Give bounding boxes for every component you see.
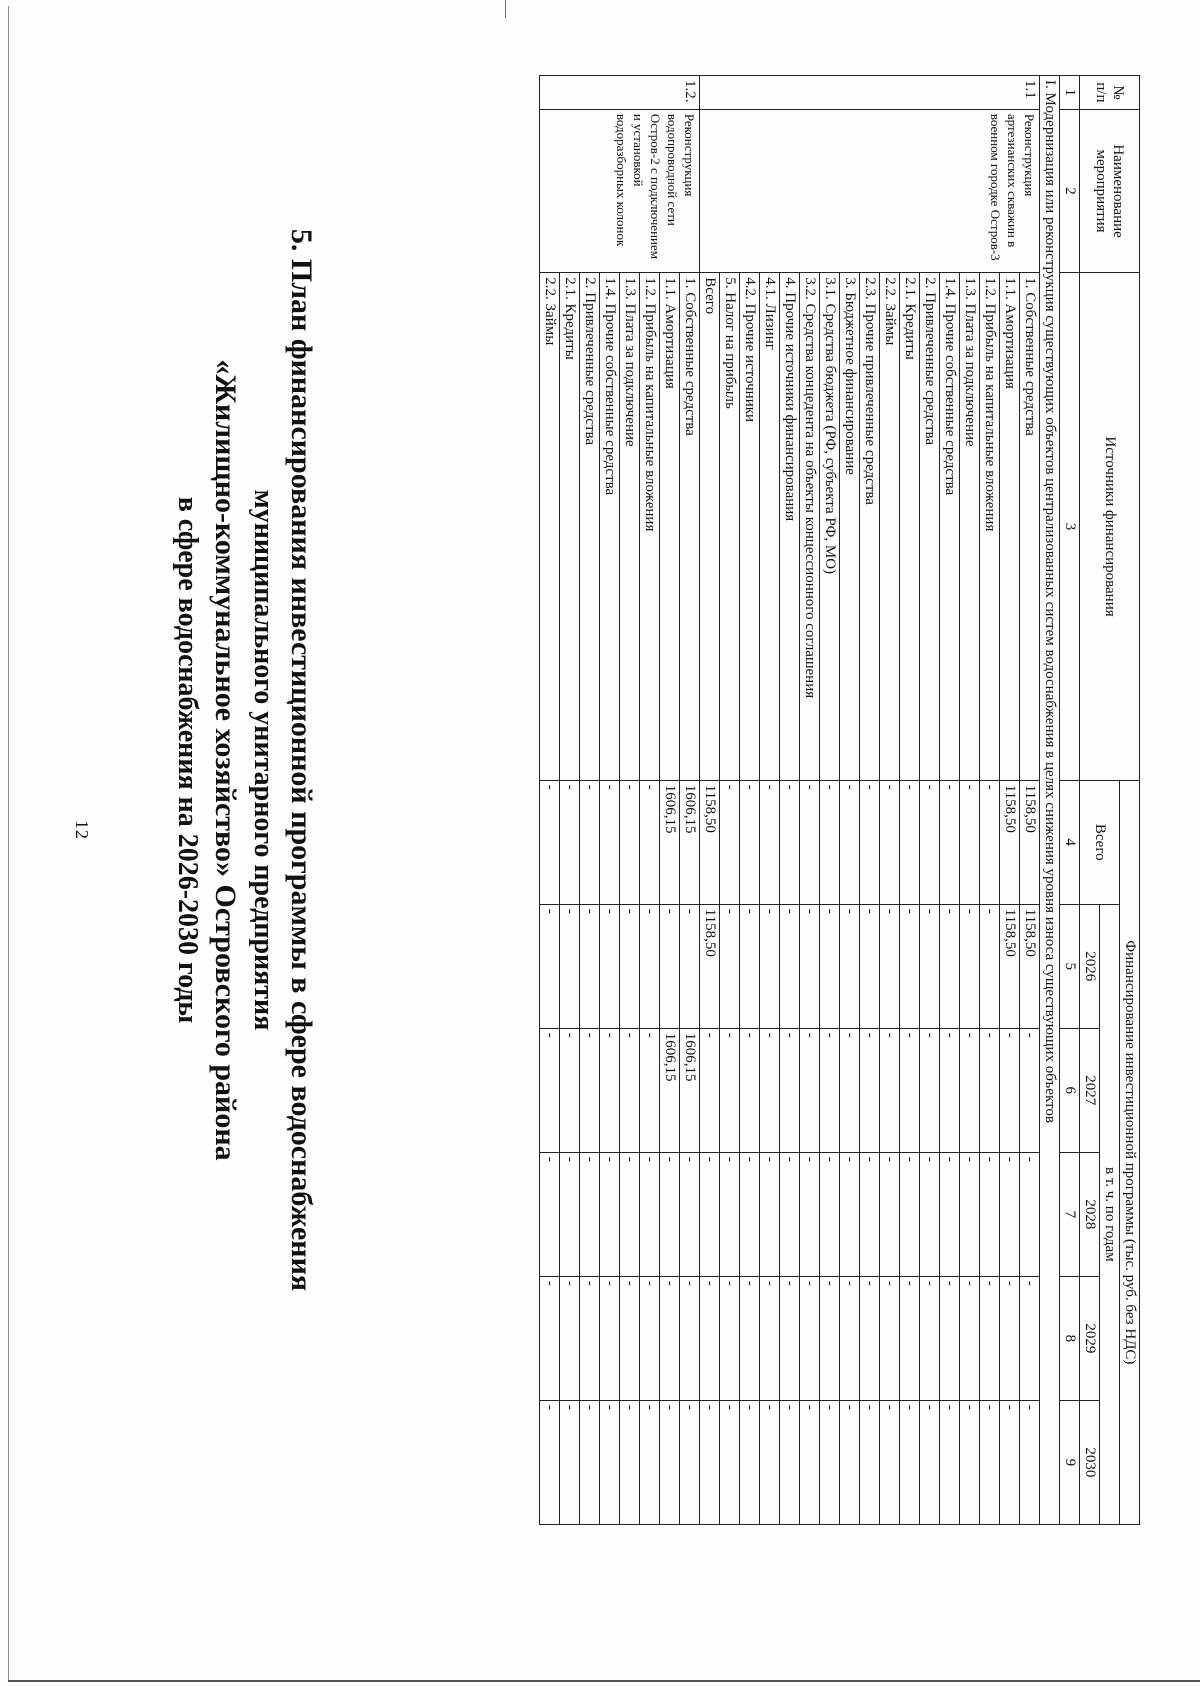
year-value: - bbox=[740, 1028, 760, 1152]
year-value: - bbox=[720, 1152, 740, 1276]
year-value: - bbox=[1000, 1400, 1020, 1524]
year-value: - bbox=[820, 1152, 840, 1276]
table-row bbox=[560, 76, 580, 1525]
header-name: Наименование мероприятия bbox=[1080, 109, 1140, 272]
total-value: - bbox=[880, 780, 900, 904]
year-value: - bbox=[620, 1152, 640, 1276]
year-value: - bbox=[540, 1028, 560, 1152]
year-value: - bbox=[940, 1400, 960, 1524]
year-value: - bbox=[760, 1028, 780, 1152]
total-value: - bbox=[600, 780, 620, 904]
table-row bbox=[860, 76, 880, 1525]
funding-source: 4.2. Прочие источники bbox=[740, 273, 760, 780]
table-row bbox=[940, 76, 960, 1525]
year-value: - bbox=[740, 1152, 760, 1276]
year-value: - bbox=[620, 1276, 640, 1400]
year-value: - bbox=[860, 1276, 880, 1400]
item-number: 1.2. bbox=[540, 76, 700, 110]
year-value: - bbox=[820, 1400, 840, 1524]
year-value: - bbox=[700, 1276, 720, 1400]
funding-source: 1.4. Прочие собственные средства bbox=[940, 273, 960, 780]
funding-source: 3.1. Средства бюджета (РФ, субъекта РФ, МО) bbox=[820, 273, 840, 780]
year-value: - bbox=[540, 904, 560, 1028]
year-value: - bbox=[780, 1152, 800, 1276]
total-value: - bbox=[540, 780, 560, 904]
year-value: - bbox=[940, 1152, 960, 1276]
table-row bbox=[600, 76, 620, 1525]
total-value: - bbox=[720, 780, 740, 904]
year-value: - bbox=[780, 1400, 800, 1524]
header-total: Всего bbox=[1080, 780, 1120, 904]
funding-source: 2. Привлеченные средства bbox=[920, 273, 940, 780]
year-value: - bbox=[760, 1276, 780, 1400]
funding-source: 1.3. Плата за подключение bbox=[960, 273, 980, 780]
year-value: - bbox=[840, 1276, 860, 1400]
year-value: - bbox=[640, 1028, 660, 1152]
year-value: - bbox=[600, 1276, 620, 1400]
col-number: 6 bbox=[1060, 1028, 1080, 1152]
year-value: - bbox=[780, 1028, 800, 1152]
total-value: - bbox=[740, 780, 760, 904]
year-value: - bbox=[860, 1400, 880, 1524]
total-value: 1158,50 bbox=[1020, 780, 1040, 904]
table-row bbox=[840, 76, 860, 1525]
document-title bbox=[168, 80, 320, 1440]
funding-source: 2.2. Займы bbox=[880, 273, 900, 780]
year-value: - bbox=[620, 1028, 640, 1152]
section-title: I. Модернизация или реконструкция существующих объектов централизованных систем водоснабжения в целях снижения уровня износа существующих объектов bbox=[1040, 76, 1060, 1525]
year-value: - bbox=[540, 1152, 560, 1276]
year-value: - bbox=[920, 904, 940, 1028]
total-value: - bbox=[560, 780, 580, 904]
year-value: 1158,50 bbox=[700, 904, 720, 1028]
year-value: - bbox=[560, 1276, 580, 1400]
col-number: 4 bbox=[1060, 780, 1080, 904]
year-value: - bbox=[820, 1028, 840, 1152]
year-value: - bbox=[560, 1152, 580, 1276]
table-row bbox=[580, 76, 600, 1525]
year-value: - bbox=[560, 1028, 580, 1152]
year-value: - bbox=[620, 1400, 640, 1524]
year-value: - bbox=[980, 1400, 1000, 1524]
year-value: - bbox=[880, 1400, 900, 1524]
total-value: - bbox=[780, 780, 800, 904]
year-value: - bbox=[680, 1152, 700, 1276]
year-value: - bbox=[900, 1152, 920, 1276]
year-value: - bbox=[540, 1400, 560, 1524]
year-value: - bbox=[960, 904, 980, 1028]
year-value: - bbox=[840, 1400, 860, 1524]
col-number: 2 bbox=[1060, 109, 1080, 272]
title-line-1: 5. План финансирования инвестиционной программы в сфере водоснабжения bbox=[285, 228, 318, 1292]
table-row bbox=[820, 76, 840, 1525]
total-value: - bbox=[620, 780, 640, 904]
year-value: - bbox=[840, 1152, 860, 1276]
total-value: - bbox=[820, 780, 840, 904]
total-value: - bbox=[580, 780, 600, 904]
table-row bbox=[660, 76, 680, 1525]
funding-source: 1.3. Плата за подключение bbox=[620, 273, 640, 780]
year-value: - bbox=[640, 1152, 660, 1276]
year-value: - bbox=[760, 904, 780, 1028]
year-value: - bbox=[1020, 1400, 1040, 1524]
funding-source: 2.2. Займы bbox=[540, 273, 560, 780]
table-row bbox=[680, 76, 700, 1525]
funding-source: 3.2. Средства концедента на объекты концессионного соглашения bbox=[800, 273, 820, 780]
year-value: - bbox=[540, 1276, 560, 1400]
year-value: - bbox=[600, 1400, 620, 1524]
total-value: - bbox=[800, 780, 820, 904]
funding-source: 2.3. Прочие привлеченные средства bbox=[860, 273, 880, 780]
year-value: - bbox=[560, 1400, 580, 1524]
year-value: - bbox=[640, 1276, 660, 1400]
item-name: Реконструкция артезианских скважин в военном городке Остров-3 bbox=[700, 109, 1040, 272]
total-value: - bbox=[640, 780, 660, 904]
funding-source: 1.1. Амортизация bbox=[660, 273, 680, 780]
year-value: - bbox=[900, 904, 920, 1028]
year-value: - bbox=[1020, 1152, 1040, 1276]
funding-source: 2.1. Кредиты bbox=[900, 273, 920, 780]
year-value: - bbox=[820, 904, 840, 1028]
year-value: - bbox=[860, 904, 880, 1028]
table-row bbox=[960, 76, 980, 1525]
year-value: - bbox=[920, 1152, 940, 1276]
year-value: - bbox=[980, 1028, 1000, 1152]
year-value: - bbox=[760, 1400, 780, 1524]
year-value: - bbox=[800, 1276, 820, 1400]
year-value: - bbox=[1000, 1276, 1020, 1400]
col-number: 3 bbox=[1060, 273, 1080, 780]
header-sources: Источники финансирования bbox=[1080, 273, 1140, 780]
title-line-4: в сфере водоснабжения на 2026-2030 годы bbox=[172, 496, 203, 1024]
funding-source: 1.4. Прочие собственные средства bbox=[600, 273, 620, 780]
total-value: - bbox=[940, 780, 960, 904]
header-year: 2029 bbox=[1080, 1276, 1100, 1400]
col-number: 8 bbox=[1060, 1276, 1080, 1400]
year-value: - bbox=[740, 1400, 760, 1524]
financing-plan-table bbox=[539, 75, 1140, 1525]
year-value: - bbox=[580, 1028, 600, 1152]
year-value: - bbox=[900, 1276, 920, 1400]
total-value: - bbox=[980, 780, 1000, 904]
funding-source: 1.2. Прибыль на капитальные вложения bbox=[980, 273, 1000, 780]
year-value: 1606,15 bbox=[680, 1028, 700, 1152]
year-value: - bbox=[660, 1276, 680, 1400]
table-row bbox=[620, 76, 640, 1525]
year-value: - bbox=[700, 1400, 720, 1524]
table-row bbox=[800, 76, 820, 1525]
total-value: 1158,50 bbox=[700, 780, 720, 904]
year-value: - bbox=[800, 1400, 820, 1524]
year-value: - bbox=[880, 1028, 900, 1152]
year-value: - bbox=[940, 1276, 960, 1400]
total-value: - bbox=[840, 780, 860, 904]
year-value: - bbox=[620, 904, 640, 1028]
year-value: - bbox=[560, 904, 580, 1028]
year-value: - bbox=[800, 1028, 820, 1152]
year-value: - bbox=[820, 1276, 840, 1400]
year-value: - bbox=[840, 904, 860, 1028]
year-value: - bbox=[780, 1276, 800, 1400]
funding-source: 1.1. Амортизация bbox=[1000, 273, 1020, 780]
header-by-years: в т. ч. по годам bbox=[1100, 904, 1120, 1524]
total-value: 1158,50 bbox=[1000, 780, 1020, 904]
year-value: - bbox=[1000, 1028, 1020, 1152]
table-row bbox=[900, 76, 920, 1525]
year-value: - bbox=[800, 1152, 820, 1276]
header-year: 2027 bbox=[1080, 1028, 1100, 1152]
funding-source: 3. Бюджетное финансирование bbox=[840, 273, 860, 780]
year-value: - bbox=[720, 904, 740, 1028]
funding-source: 1. Собственные средства bbox=[680, 273, 700, 780]
table-row bbox=[700, 76, 720, 1525]
total-value: 1606,15 bbox=[660, 780, 680, 904]
table-row bbox=[880, 76, 900, 1525]
year-value: - bbox=[740, 1276, 760, 1400]
total-value: - bbox=[920, 780, 940, 904]
col-number: 7 bbox=[1060, 1152, 1080, 1276]
total-value: - bbox=[960, 780, 980, 904]
year-value: - bbox=[940, 904, 960, 1028]
year-value: - bbox=[920, 1028, 940, 1152]
table-row bbox=[640, 76, 660, 1525]
total-value: - bbox=[860, 780, 880, 904]
header-no: № п/п bbox=[1080, 76, 1140, 110]
year-value: - bbox=[700, 1152, 720, 1276]
total-value: 1606,15 bbox=[680, 780, 700, 904]
year-value: - bbox=[920, 1400, 940, 1524]
table-row bbox=[740, 76, 760, 1525]
header-funding: Финансирование инвестиционной программы (тыс. руб. без НДС) bbox=[1120, 780, 1140, 1524]
total-value: - bbox=[760, 780, 780, 904]
funding-source: 1. Собственные средства bbox=[1020, 273, 1040, 780]
table-row bbox=[920, 76, 940, 1525]
year-value: - bbox=[740, 904, 760, 1028]
item-name: Реконструкция водопроводной сети Остров-2 с подключением и установкой водоразборных колонок bbox=[540, 109, 700, 272]
year-value: - bbox=[1020, 1276, 1040, 1400]
year-value: 1158,50 bbox=[1000, 904, 1020, 1028]
year-value: - bbox=[680, 1400, 700, 1524]
funding-source: Всего bbox=[700, 273, 720, 780]
year-value: - bbox=[860, 1152, 880, 1276]
year-value: - bbox=[1000, 1152, 1020, 1276]
year-value: - bbox=[660, 1152, 680, 1276]
funding-source: 5. Налог на прибыль bbox=[720, 273, 740, 780]
header-year: 2026 bbox=[1080, 904, 1100, 1028]
table-row bbox=[720, 76, 740, 1525]
year-value: 1606,15 bbox=[660, 1028, 680, 1152]
year-value: - bbox=[840, 1028, 860, 1152]
col-number: 9 bbox=[1060, 1400, 1080, 1524]
year-value: - bbox=[980, 904, 1000, 1028]
table-row bbox=[760, 76, 780, 1525]
title-line-3: «Жилищно-коммунальное хозяйство» Островского района bbox=[209, 359, 242, 1161]
year-value: - bbox=[940, 1028, 960, 1152]
year-value: - bbox=[880, 1276, 900, 1400]
funding-source: 2.1. Кредиты bbox=[560, 273, 580, 780]
table-row bbox=[780, 76, 800, 1525]
year-value: - bbox=[980, 1152, 1000, 1276]
funding-source: 4.1. Лизинг bbox=[760, 273, 780, 780]
year-value: - bbox=[580, 904, 600, 1028]
year-value: - bbox=[920, 1276, 940, 1400]
year-value: - bbox=[880, 904, 900, 1028]
year-value: - bbox=[720, 1400, 740, 1524]
header-year: 2028 bbox=[1080, 1152, 1100, 1276]
title-line-2: муниципального унитарного предприятия bbox=[248, 489, 279, 1031]
year-value: - bbox=[660, 1400, 680, 1524]
year-value: - bbox=[700, 1028, 720, 1152]
header-year: 2030 bbox=[1080, 1400, 1100, 1524]
year-value: - bbox=[800, 904, 820, 1028]
year-value: - bbox=[960, 1400, 980, 1524]
year-value: - bbox=[760, 1152, 780, 1276]
year-value: - bbox=[640, 904, 660, 1028]
year-value: - bbox=[860, 1028, 880, 1152]
year-value: - bbox=[660, 904, 680, 1028]
col-number: 5 bbox=[1060, 904, 1080, 1028]
year-value: - bbox=[680, 1276, 700, 1400]
year-value: - bbox=[960, 1276, 980, 1400]
year-value: - bbox=[980, 1276, 1000, 1400]
year-value: - bbox=[960, 1028, 980, 1152]
year-value: - bbox=[580, 1400, 600, 1524]
table-row bbox=[1020, 76, 1040, 1525]
year-value: - bbox=[720, 1028, 740, 1152]
table-row bbox=[540, 76, 560, 1525]
year-value: - bbox=[600, 1152, 620, 1276]
year-value: - bbox=[600, 904, 620, 1028]
year-value: - bbox=[900, 1400, 920, 1524]
year-value: - bbox=[580, 1276, 600, 1400]
col-number: 1 bbox=[1060, 76, 1080, 110]
year-value: - bbox=[1020, 1028, 1040, 1152]
year-value: - bbox=[880, 1152, 900, 1276]
funding-source: 4. Прочие источники финансирования bbox=[780, 273, 800, 780]
year-value: - bbox=[900, 1028, 920, 1152]
year-value: - bbox=[640, 1400, 660, 1524]
table-row bbox=[980, 76, 1000, 1525]
table-row bbox=[1000, 76, 1020, 1525]
year-value: 1158,50 bbox=[1020, 904, 1040, 1028]
year-value: - bbox=[680, 904, 700, 1028]
total-value: - bbox=[900, 780, 920, 904]
year-value: - bbox=[780, 904, 800, 1028]
year-value: - bbox=[720, 1276, 740, 1400]
year-value: - bbox=[960, 1152, 980, 1276]
funding-source: 2. Привлеченные средства bbox=[580, 273, 600, 780]
year-value: - bbox=[600, 1028, 620, 1152]
year-value: - bbox=[580, 1152, 600, 1276]
item-number: 1.1 bbox=[700, 76, 1040, 110]
page-number: 12 bbox=[72, 820, 92, 840]
funding-source: 1.2. Прибыль на капитальные вложения bbox=[640, 273, 660, 780]
